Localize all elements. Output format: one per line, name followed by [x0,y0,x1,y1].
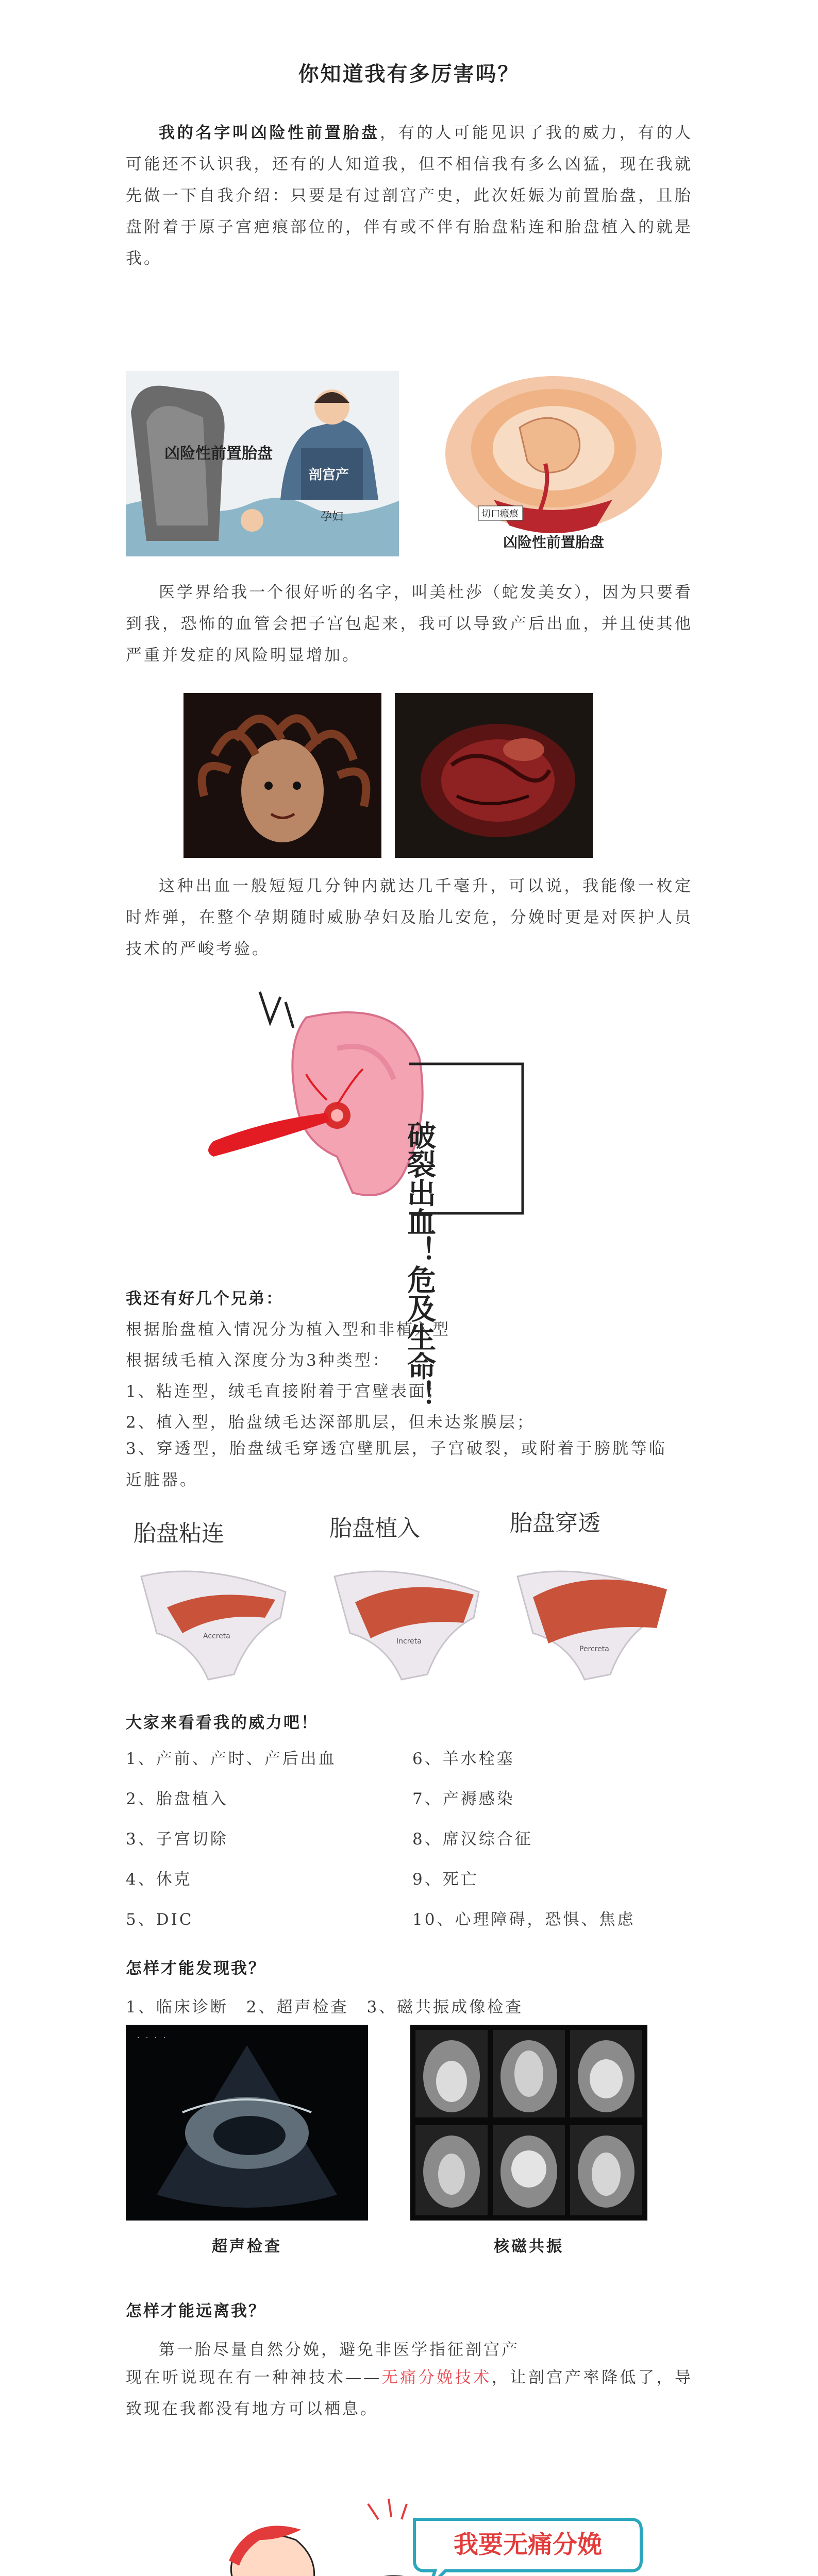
types-item-3: 3、穿透型，胎盘绒毛穿透宫壁肌层，子宫破裂，或附着于膀胱等临近脏器。 [126,1439,667,1489]
mri-caption: 核磁共振 [494,2238,564,2256]
surgery-photo [395,693,593,858]
diagram-label-accreta: 胎盘粘连 [133,1520,224,1547]
types-item-2: 2、植入型，胎盘绒毛达深部肌层，但未达浆膜层； [126,1413,535,1432]
types-heading: 我还有好几个兄弟： [126,1290,283,1308]
power-item: 8、席汉综合征 [412,1830,533,1849]
intro-paragraph [126,117,693,275]
placenta-diagram-row [126,1510,693,1690]
article-title: 你知道我有多厉害吗？ [298,62,520,86]
painless-bubble-text: 我要无痛分娩 [453,2530,603,2559]
mri-image [410,2025,647,2221]
types-line-1: 根据胎盘植入情况分为植入型和非植入型 [126,1320,450,1339]
comic-scar-label: 切口瘢痕 [481,509,519,519]
power-item: 1、产前、产时、产后出血 [126,1750,337,1768]
power-item: 4、休克 [126,1870,192,1889]
comic-ship-label: 剖宫产 [309,467,349,483]
types-item-1: 1、粘连型，绒毛直接附着于宫壁表面； [126,1382,445,1401]
power-heading: 大家来看看我的威力吧！ [126,1714,319,1732]
discover-heading: 怎样才能发现我？ [126,1959,266,1978]
comic-mom-label: 孕妇 [321,511,344,523]
power-item: 10、心理障碍，恐惧、焦虑 [412,1910,636,1929]
power-item: 5、DIC [126,1910,194,1929]
avoid-paragraph-1: 第一胎尽量自然分娩，避免非医学指征剖宫产 [159,2341,520,2359]
uterus-increta [335,1571,479,1680]
power-item: 9、死亡 [412,1870,479,1889]
discover-methods: 1、临床诊断 2、超声检查 3、磁共振成像检查 [126,1998,524,2016]
comic-placenta-label: 凶险性前置胎盘 [503,534,605,551]
power-item: 6、羊水栓塞 [412,1750,515,1768]
power-item: 2、胎盘植入 [126,1790,228,1808]
diagram-tag-percreta: Percreta [579,1645,609,1653]
intro-prefix: 我的名字叫 [159,124,251,142]
diagram-tag-accreta: Accreta [203,1632,230,1640]
disease-name: 凶险性前置胎盘 [251,124,380,142]
diagram-label-increta: 胎盘植入 [329,1515,420,1541]
comic-rock-label: 凶险性前置胎盘 [164,445,273,463]
uterus-accreta [141,1571,286,1680]
bleeding-paragraph: 这种出血一般短短几分钟内就达几千毫升，可以说，我能像一枚定时炸弹，在整个孕期随时威胁孕妇及胎儿安危，分娩时更是对医护人员技术的严峻考验。 [126,877,693,958]
uterus-warning-text: 破裂出血！危及生命！ [403,1121,437,1409]
svg-text:· · · ·: · · · · [136,2034,167,2042]
avoid-p2-b: ，让剖宫产率降低了，导致现在我都没有地方可以栖息。 [126,2368,693,2418]
types-line-2: 根据绒毛植入深度分为3种类型： [126,1351,391,1370]
power-item: 7、产褥感染 [412,1790,515,1808]
power-item: 3、子宫切除 [126,1830,228,1849]
uterus-percreta [517,1571,667,1680]
painless-delivery-text: 无痛分娩技术 [381,2368,492,2387]
placenta-diagram-svg [126,1561,693,1690]
diagram-label-percreta: 胎盘穿透 [510,1510,600,1536]
painless-delivery-image [126,2463,677,2576]
intro-rest: ，有的人可能见识了我的威力，有的人可能还不认识我，还有的人知道我，但不相信我有多么凶猛，现在我就先做一下自我介绍：只要是有过剖宫产史，此次妊娠为前置胎盘，且胎盘附着于原子宫疤痕部位的，伴有或不伴有胎盘粘连和胎盘植入的就是我。 [126,124,693,268]
avoid-heading: 怎样才能远离我？ [126,2302,266,2320]
medusa-paragraph: 医学界给我一个很好听的名字，叫美杜莎（蛇发美女），因为只要看到我，恐怖的血管会把子宫包起来，我可以导致产后出血，并且使其他严重并发症的风险明显增加。 [126,583,693,665]
ultrasound-caption: 超声检查 [212,2238,282,2256]
diagram-tag-increta: Increta [396,1637,422,1646]
avoid-paragraph-2 [126,2362,693,2425]
ultrasound-image [126,2025,368,2221]
comic-ship-image [126,371,399,556]
medusa-image [183,693,381,858]
power-list-right [412,1745,701,1946]
avoid-p2-a: 现在听说现在有一种神技术—— [126,2368,382,2387]
power-list-left [126,1745,414,1946]
comic-placenta-image [416,371,691,556]
